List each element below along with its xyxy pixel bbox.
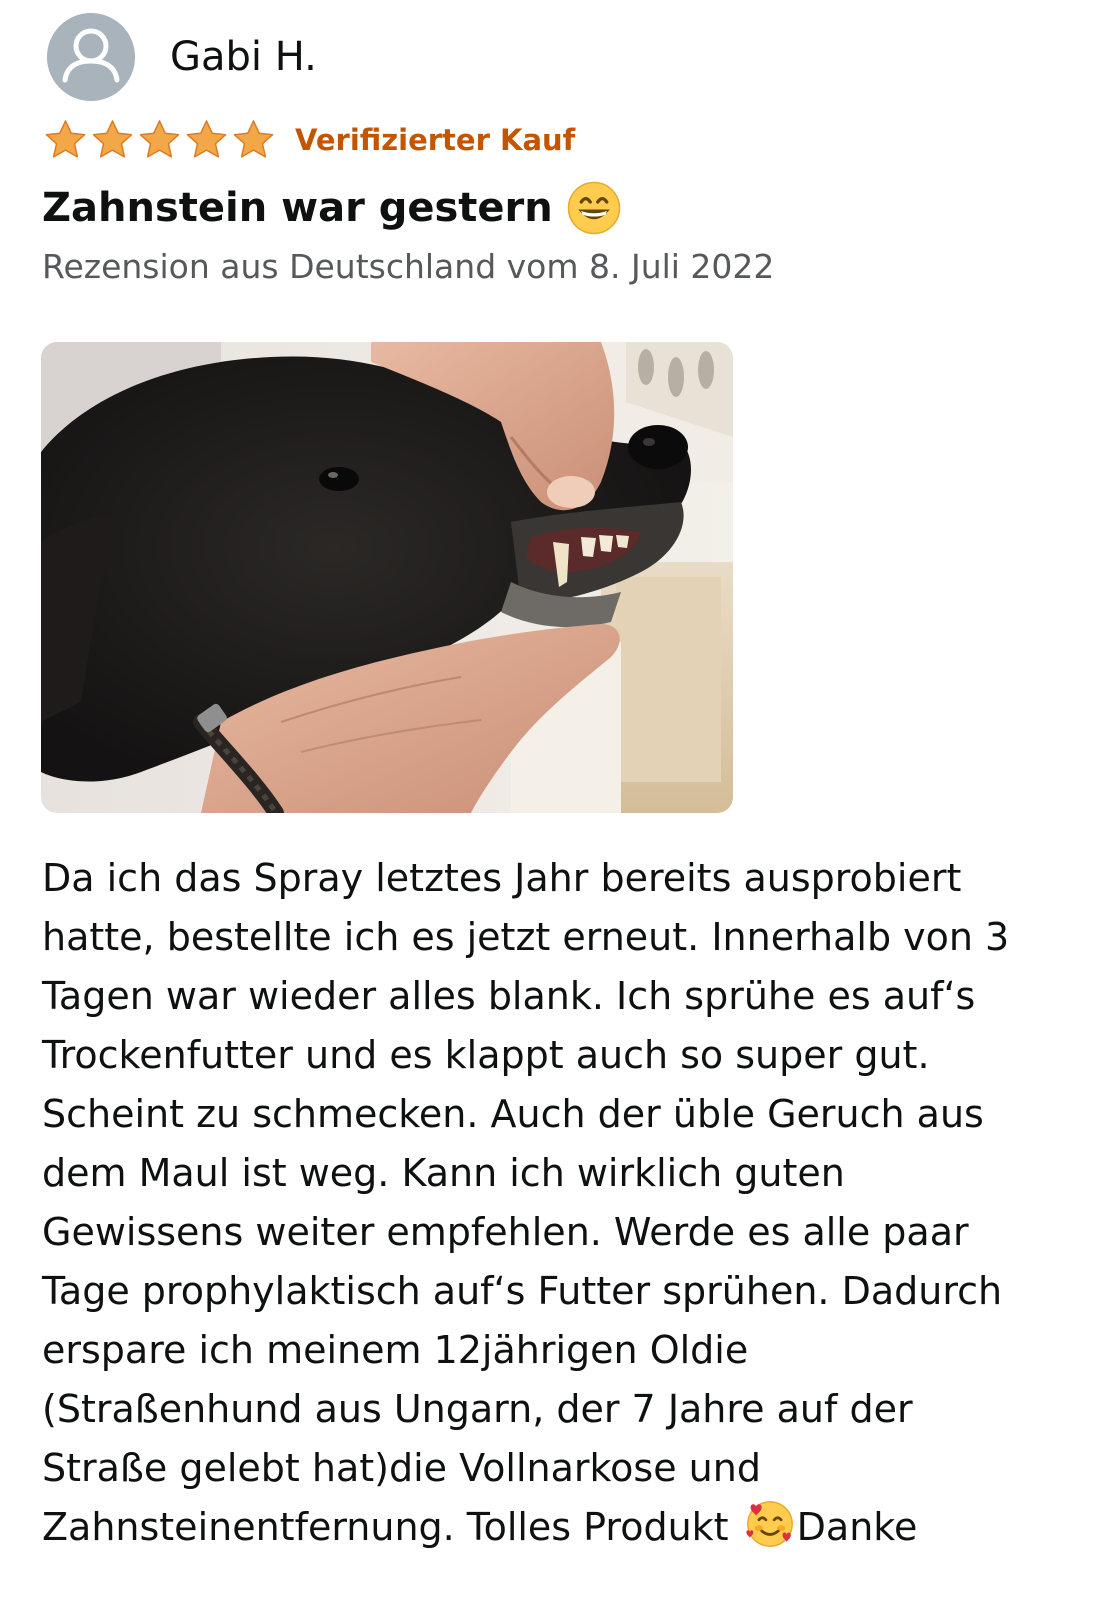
review-photo[interactable]: [41, 342, 733, 813]
review-body-last-line: [42, 1498, 1092, 1557]
grinning-face-emoji-icon: [567, 181, 621, 235]
review-date-location: Rezension aus Deutschland vom 8. Juli 2022: [42, 247, 775, 286]
star-icon: [183, 118, 230, 162]
review-title: [42, 180, 621, 236]
user-avatar-icon[interactable]: [47, 13, 135, 101]
review-body-line: (Straßenhund aus Ungarn, der 7 Jahre auf der: [42, 1387, 913, 1431]
smiling-face-with-hearts-emoji-icon: [745, 1499, 795, 1549]
verified-purchase-badge: Verifizierter Kauf: [295, 123, 576, 157]
review-body-line: erspare ich meinem 12jährigen Oldie: [42, 1328, 749, 1372]
review-body-line: Trockenfutter und es klappt auch so super gut.: [42, 1033, 930, 1077]
review-body-line: Straße gelebt hat)die Vollnarkose und: [42, 1446, 761, 1490]
review-body-line: Scheint zu schmecken. Auch der üble Geruch aus: [42, 1092, 984, 1136]
review-body-line: Tagen war wieder alles blank. Ich sprühe es auf‘s: [42, 974, 976, 1018]
review-body: [42, 849, 1092, 1557]
review-body-text: Zahnsteinentfernung. Tolles Produkt: [42, 1505, 741, 1549]
rating-row: [42, 115, 575, 165]
review-body-line: dem Maul ist weg. Kann ich wirklich guten: [42, 1151, 845, 1195]
review-body-line: hatte, bestellte ich es jetzt erneut. Innerhalb von 3: [42, 915, 1010, 959]
star-icon: [42, 118, 89, 162]
star-icon: [230, 118, 277, 162]
review-body-line: Tage prophylaktisch auf‘s Futter sprühen. Dadurch: [42, 1269, 1003, 1313]
review-body-line: Da ich das Spray letztes Jahr bereits ausprobiert: [42, 856, 962, 900]
review-body-text-end: Danke: [796, 1505, 918, 1549]
star-icon: [89, 118, 136, 162]
review-body-line: Gewissens weiter empfehlen. Werde es alle paar: [42, 1210, 969, 1254]
star-icon: [136, 118, 183, 162]
star-rating[interactable]: [42, 118, 277, 162]
reviewer-name[interactable]: Gabi H.: [170, 34, 317, 80]
review-title-text: Zahnstein war gestern: [42, 185, 553, 231]
